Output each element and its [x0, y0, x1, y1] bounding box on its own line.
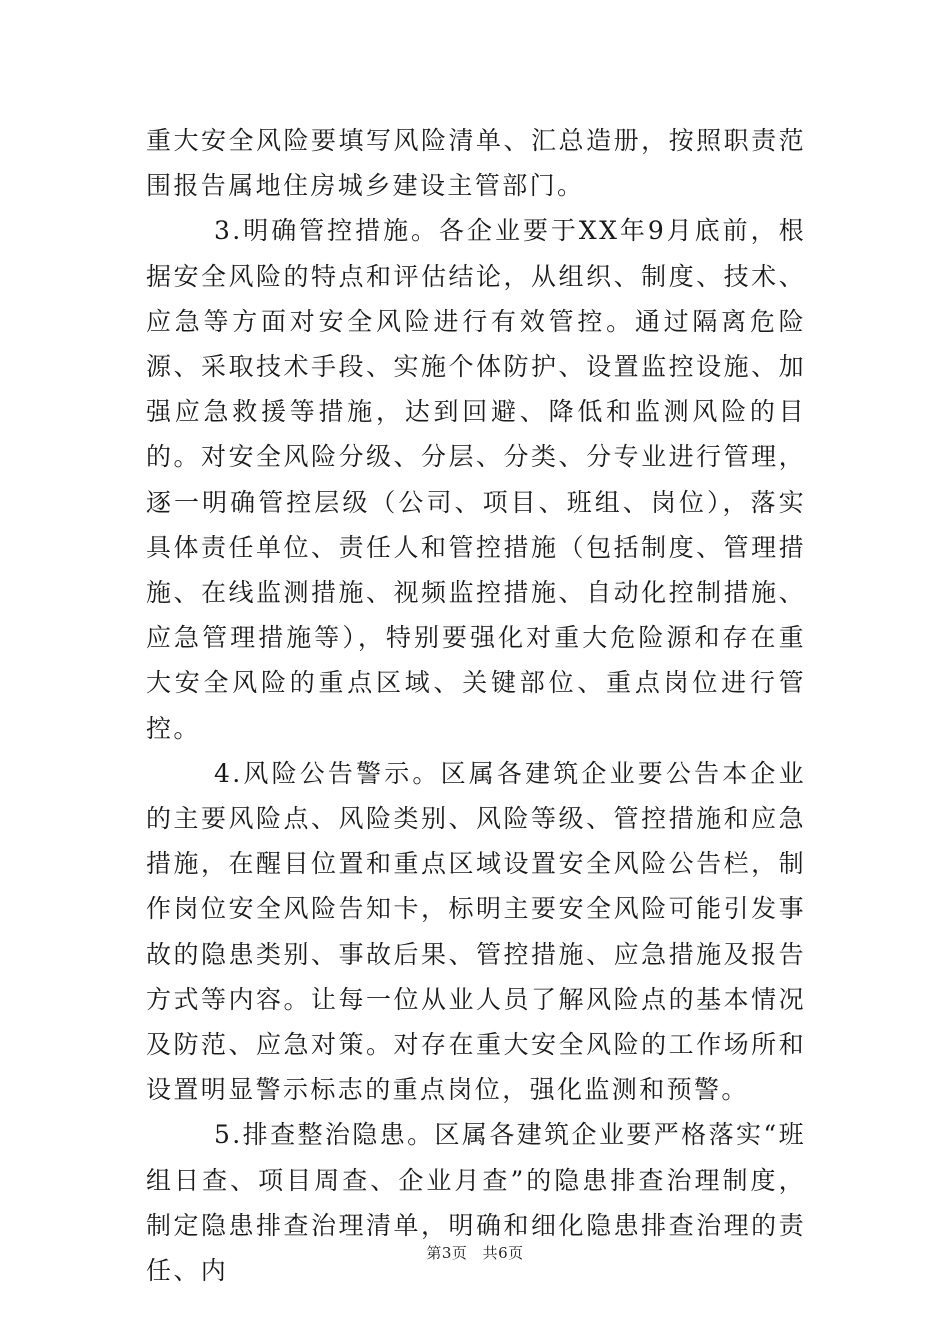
page-footer [0, 1242, 950, 1263]
page-total: 共6页 [482, 1244, 524, 1262]
paragraph-item-4: 4.风险公告警示。区属各建筑企业要公告本企业的主要风险点、风险类别、风险等级、管控措施和应急措施，在醒目位置和重点区域设置安全风险公告栏，制作岗位安全风险告知卡，标明主要安全风险可能引发事故的隐患类别、事故后果、管控措施、应急措施及报告方式等内容。让每一位从业人员了解风险点的基本情况及防范、应急对策。对存在重大安全风险的工作场所和设置明显警示标志的重点岗位，强化监测和预警。 [146, 758, 806, 1105]
paragraph-item-5: 5.排查整治隐患。区属各建筑企业要严格落实“班组日查、项目周查、企业月查”的隐患排查治理制度，制定隐患排查治理清单，明确和细化隐患排查治理的责任、内 [146, 1120, 806, 1286]
paragraph-item-3: 3.明确管控措施。各企业要于XX年9月底前，根据安全风险的特点和评估结论，从组织、制度、技术、应急等方面对安全风险进行有效管控。通过隔离危险源、采取技术手段、实施个体防护、设置监控设施、加强应急救援等措施，达到回避、降低和监测风险的目的。对安全风险分级、分层、分类、分专业进行管理，逐一明确管控层级（公司、项目、班组、岗位），落实具体责任单位、责任人和管控措施（包括制度、管理措施、在线监测措施、视频监控措施、自动化控制措施、应急管理措施等），特别要强化对重大危险源和存在重大安全风险的重点区域、关键部位、重点岗位进行管控。 [146, 216, 806, 743]
page-number: 第3页 [426, 1244, 468, 1262]
document-body [146, 118, 806, 1293]
paragraph-continuation: 重大安全风险要填写风险清单、汇总造册，按照职责范围报告属地住房城乡建设主管部门。 [146, 126, 806, 201]
